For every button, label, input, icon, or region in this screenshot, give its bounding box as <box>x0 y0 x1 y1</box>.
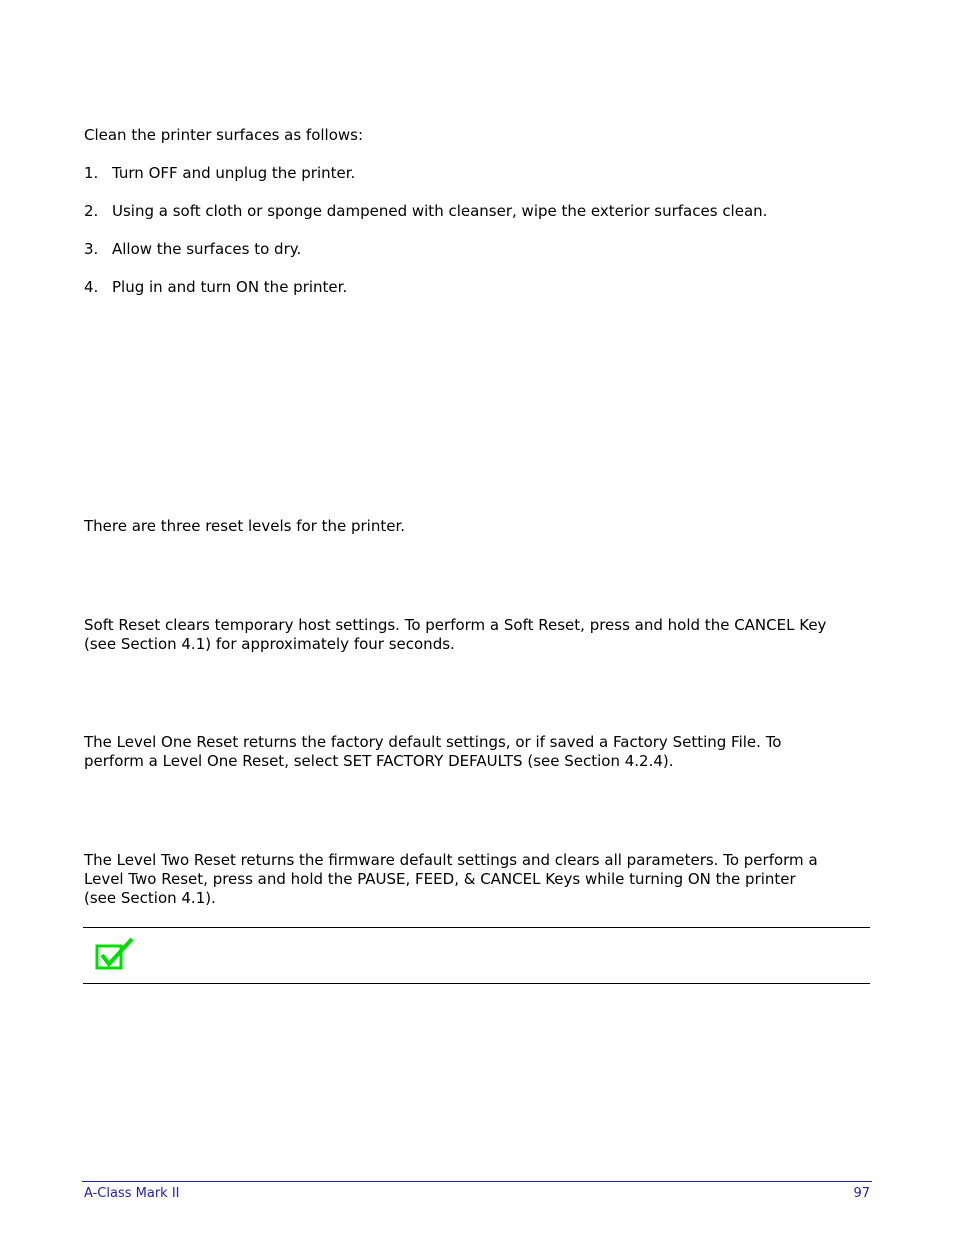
checkbox-check-icon <box>94 936 138 972</box>
paragraph-line: (see Section 4.1) for approximately four seconds. <box>84 635 455 653</box>
step-number: 4. <box>84 278 99 296</box>
paragraph-line: perform a Level One Reset, select SET FACTORY DEFAULTS (see Section 4.2.4). <box>84 752 674 770</box>
step-text: Using a soft cloth or sponge dampened with cleanser, wipe the exterior surfaces clean. <box>112 202 768 220</box>
cleaning-intro: Clean the printer surfaces as follows: <box>84 126 364 144</box>
reset-intro: There are three reset levels for the printer. <box>84 517 406 535</box>
step-number: 1. <box>84 164 99 182</box>
note-bottom-rule <box>83 983 870 984</box>
paragraph-line: Level Two Reset, press and hold the PAUSE, FEED, & CANCEL Keys while turning ON the printer <box>84 870 796 888</box>
step-text: Turn OFF and unplug the printer. <box>112 164 356 182</box>
step-text: Plug in and turn ON the printer. <box>112 278 348 296</box>
paragraph-line: Soft Reset clears temporary host settings. To perform a Soft Reset, press and hold the CANCEL Key <box>84 616 827 634</box>
note-top-rule <box>83 927 870 928</box>
step-text: Allow the surfaces to dry. <box>112 240 302 258</box>
footer-title: A-Class Mark II <box>84 1186 180 1201</box>
paragraph-line: The Level Two Reset returns the firmware default settings and clears all parameters. To perform a <box>84 851 818 869</box>
paragraph-line: The Level One Reset returns the factory default settings, or if saved a Factory Setting File. To <box>84 733 782 751</box>
step-number: 3. <box>84 240 99 258</box>
step-number: 2. <box>84 202 99 220</box>
page-number: 97 <box>853 1186 870 1201</box>
footer-rule <box>82 1181 872 1182</box>
paragraph-line: (see Section 4.1). <box>84 889 216 907</box>
